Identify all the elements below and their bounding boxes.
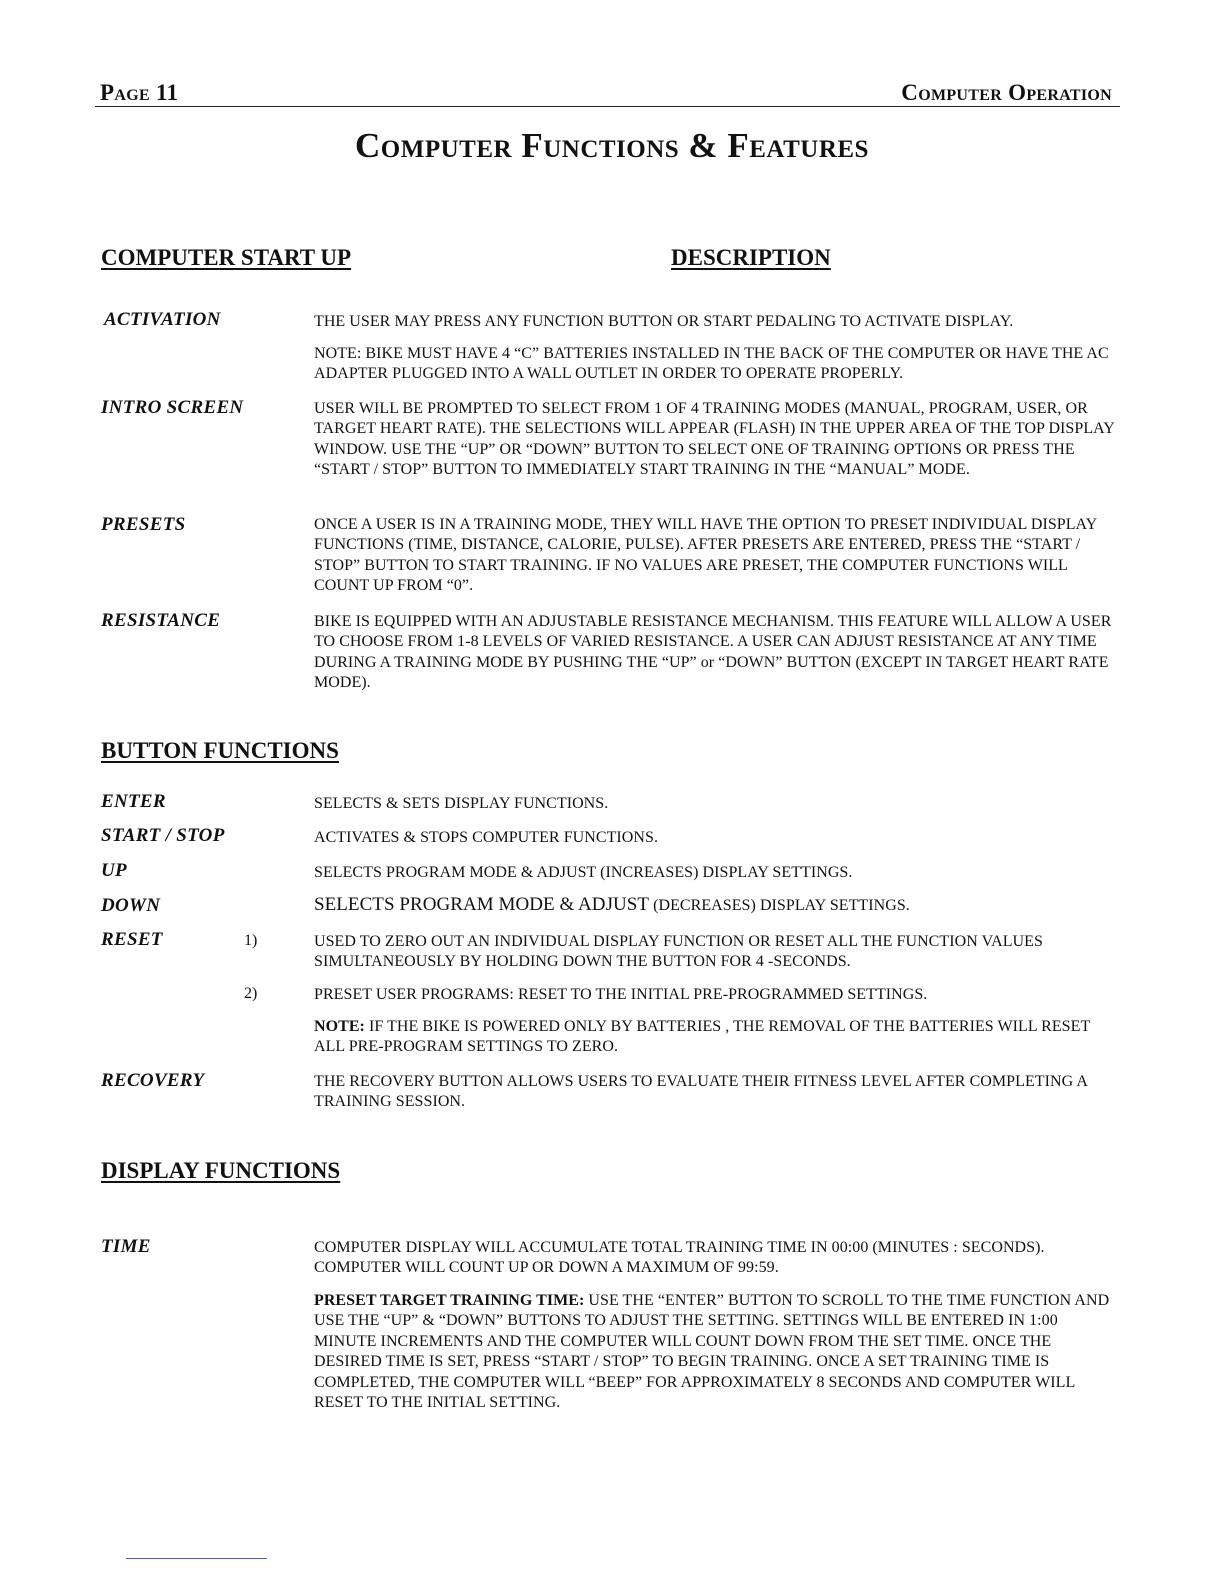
preset-time-text: USE THE “ENTER” BUTTON TO SCROLL TO THE TIME FUNCTION AND USE THE “UP” & “DOWN” BUTTONS TO ADJUST THE SETTING. SETTINGS WILL BE ENTERED IN 1:00 MINUTE INCREMENTS AND THE COMPUTER WILL COUNT DOWN FROM THE SET TIME. ONCE THE DESIRED TIME IS SET, PRESS “START / STOP” TO BEGIN TRAINING. ONCE A SET TRAINING TIME IS COMPLETED, THE COMPUTER WILL “BEEP” FOR APPROXIMATELY 8 SECONDS AND COMPUTER WILL RESET TO THE INITIAL SETTING. [314,1292,1110,1412]
note-reset-batteries [314,1017,1118,1058]
term-start-stop: START / STOP [101,825,225,846]
term-recovery: RECOVERY [101,1070,205,1091]
preset-time-lead: PRESET TARGET TRAINING TIME: [314,1292,585,1309]
reset-item-number-2: 2) [244,985,258,1002]
running-section-title: Computer Operation [901,80,1112,105]
term-intro-screen: INTRO SCREEN [101,397,244,418]
desc-down-large: SELECTS PROGRAM MODE & ADJUST [314,894,650,915]
desc-presets: ONCE A USER IS IN A TRAINING MODE, THEY WILL HAVE THE OPTION TO PRESET INDIVIDUAL DISPLAY FUNCTIONS (TIME, DISTANCE, CALORIE, PULSE). AFTER PRESETS ARE ENTERED, PRESS THE “START / STOP” BUTTON TO START TRAINING. IF NO VALUES ARE PRESET, THE COMPUTER FUNCTIONS WILL COUNT UP FROM “0”. [314,516,1097,595]
desc-reset-2: PRESET USER PROGRAMS: RESET TO THE INITIAL PRE-PROGRAMMED SETTINGS. [314,986,928,1003]
note-text: IF THE BIKE IS POWERED ONLY BY BATTERIES , THE REMOVAL OF THE BATTERIES WILL RESET ALL PRE-PROGRAM SETTINGS TO ZERO. [314,1018,1090,1056]
desc-start-stop: ACTIVATES & STOPS COMPUTER FUNCTIONS. [314,829,658,846]
desc-intro-screen: USER WILL BE PROMPTED TO SELECT FROM 1 OF 4 TRAINING MODES (MANUAL, PROGRAM, USER, OR TARGET HEART RATE). THE SELECTIONS WILL APPEAR (FLASH) IN THE UPPER AREA OF THE TOP DISPLAY WINDOW. USE THE “UP” OR “DOWN” BUTTON TO SELECT ONE OF TRAINING OPTIONS OR PRESS THE “START / STOP” BUTTON TO IMMEDIATELY START TRAINING IN THE “MANUAL” MODE. [314,400,1115,479]
desc-preset-target-time [314,1291,1118,1413]
section-heading-display: DISPLAY FUNCTIONS [101,1158,341,1183]
term-reset: RESET [101,929,163,950]
term-resistance: RESISTANCE [101,610,221,631]
term-time: TIME [101,1236,151,1257]
header-rule [95,106,1120,107]
term-enter: ENTER [101,791,166,812]
term-down: DOWN [101,895,161,916]
note-lead: NOTE: [314,1018,365,1035]
term-presets: PRESETS [101,514,186,535]
section-heading-buttons: BUTTON FUNCTIONS [101,738,339,763]
description-column-heading: DESCRIPTION [671,245,831,270]
desc-activation: THE USER MAY PRESS ANY FUNCTION BUTTON OR START PEDALING TO ACTIVATE DISPLAY. [314,313,1014,330]
desc-up: SELECTS PROGRAM MODE & ADJUST (INCREASES) DISPLAY SETTINGS. [314,864,853,881]
desc-down [314,895,1118,916]
desc-time: COMPUTER DISPLAY WILL ACCUMULATE TOTAL TRAINING TIME IN 00:00 (MINUTES : SECONDS). COMPUTER WILL COUNT UP OR DOWN A MAXIMUM OF 99:59. [314,1239,1045,1277]
reset-item-number-1: 1) [244,932,258,949]
desc-down-small: (DECREASES) DISPLAY SETTINGS. [649,897,910,914]
term-up: UP [101,860,127,881]
note-batteries: NOTE: BIKE MUST HAVE 4 “C” BATTERIES INSTALLED IN THE BACK OF THE COMPUTER OR HAVE THE AC ADAPTER PLUGGED INTO A WALL OUTLET IN ORDER TO OPERATE PROPERLY. [314,345,1109,383]
section-heading-startup: COMPUTER START UP [101,245,352,270]
page-title: Computer Functions & Features [355,126,869,165]
desc-recovery: THE RECOVERY BUTTON ALLOWS USERS TO EVALUATE THEIR FITNESS LEVEL AFTER COMPLETING A TRAINING SESSION. [314,1073,1088,1111]
desc-resistance: BIKE IS EQUIPPED WITH AN ADJUSTABLE RESISTANCE MECHANISM. THIS FEATURE WILL ALLOW A USER TO CHOOSE FROM 1-8 LEVELS OF VARIED RESISTANCE. A USER CAN ADJUST RESISTANCE AT ANY TIME DURING A TRAINING MODE BY PUSHING THE “UP” or “DOWN” BUTTON (EXCEPT IN TARGET HEART RATE MODE). [314,613,1112,692]
page-number-label: Page 11 [100,80,179,105]
desc-reset-1: USED TO ZERO OUT AN INDIVIDUAL DISPLAY FUNCTION OR RESET ALL THE FUNCTION VALUES SIMULTANEOUSLY BY HOLDING DOWN THE BUTTON FOR 4 -SECONDS. [314,933,1043,971]
footer-rule [126,1558,267,1559]
term-activation: ACTIVATION [104,309,221,330]
desc-enter: SELECTS & SETS DISPLAY FUNCTIONS. [314,795,609,812]
